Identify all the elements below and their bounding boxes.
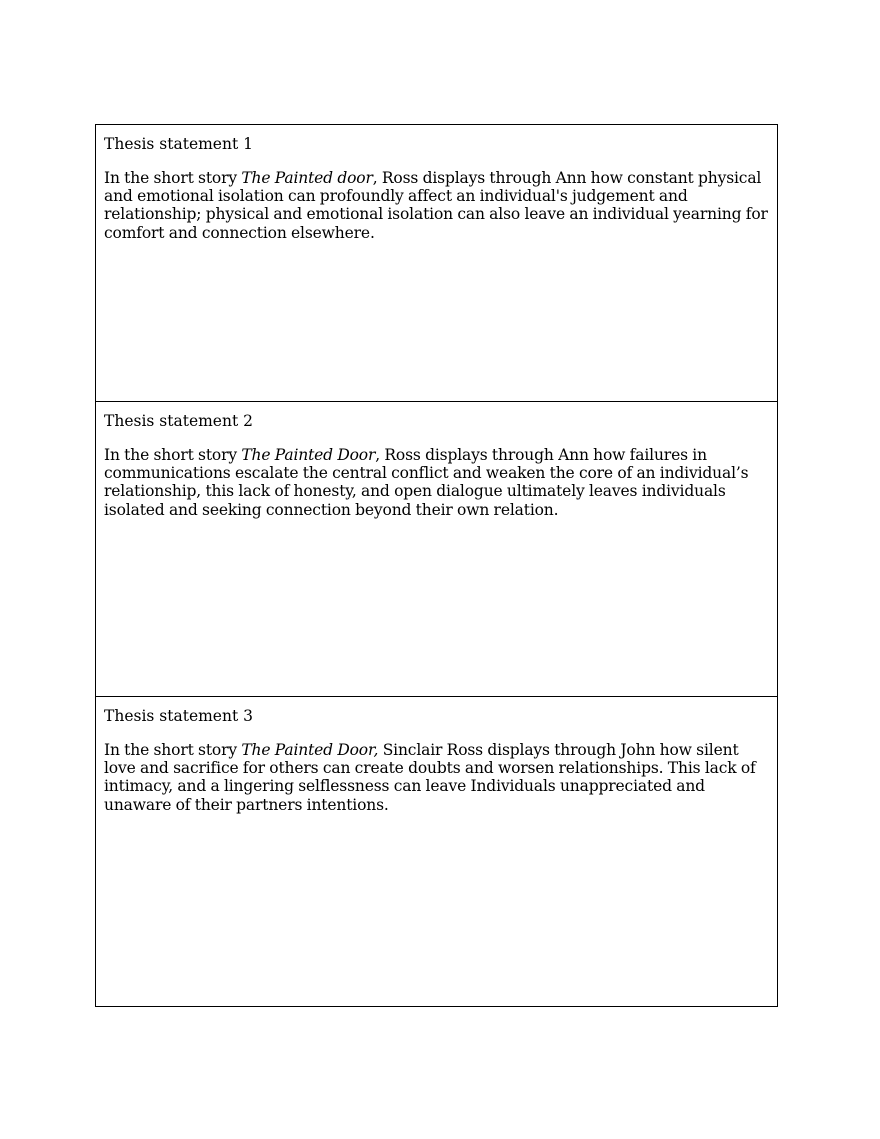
thesis-body: , Ross displays through Ann how failures in communications escalate the central conflict and weaken the core of an individual’s relationship, this lack of honesty, and open dialogue ultimately leaves individuals isolated and seeking connection beyond their own relation. [104, 446, 749, 519]
thesis-body: , Ross displays through Ann how constant physical and emotional isolation can profoundly affect an individual's judgement and relationship; physical and emotional isolation can also leave an individual yearning for comfort and connection elsewhere. [104, 169, 768, 242]
thesis-heading: Thesis statement 1 [104, 135, 253, 153]
thesis-text [104, 446, 769, 519]
story-title: The Painted Door [241, 446, 376, 464]
thesis-row [96, 697, 778, 1007]
thesis-row [96, 402, 778, 697]
thesis-text [104, 741, 769, 814]
thesis-cell [96, 402, 778, 697]
thesis-table [95, 124, 778, 1007]
thesis-text [104, 169, 769, 242]
thesis-body: Sinclair Ross displays through John how silent love and sacrifice for others can create doubts and worsen relationships. This lack of intimacy, and a lingering selflessness can leave Individuals unappreciated and unaware of their partners intentions. [104, 741, 756, 814]
thesis-cell [96, 125, 778, 402]
thesis-intro: In the short story [104, 446, 242, 464]
story-title: The Painted Door, [241, 741, 379, 759]
thesis-heading: Thesis statement 3 [104, 707, 253, 725]
story-title: The Painted door [241, 169, 373, 187]
thesis-heading: Thesis statement 2 [104, 412, 253, 430]
thesis-intro: In the short story [104, 169, 242, 187]
thesis-intro: In the short story [104, 741, 242, 759]
thesis-row [96, 125, 778, 402]
thesis-cell [96, 697, 778, 1007]
